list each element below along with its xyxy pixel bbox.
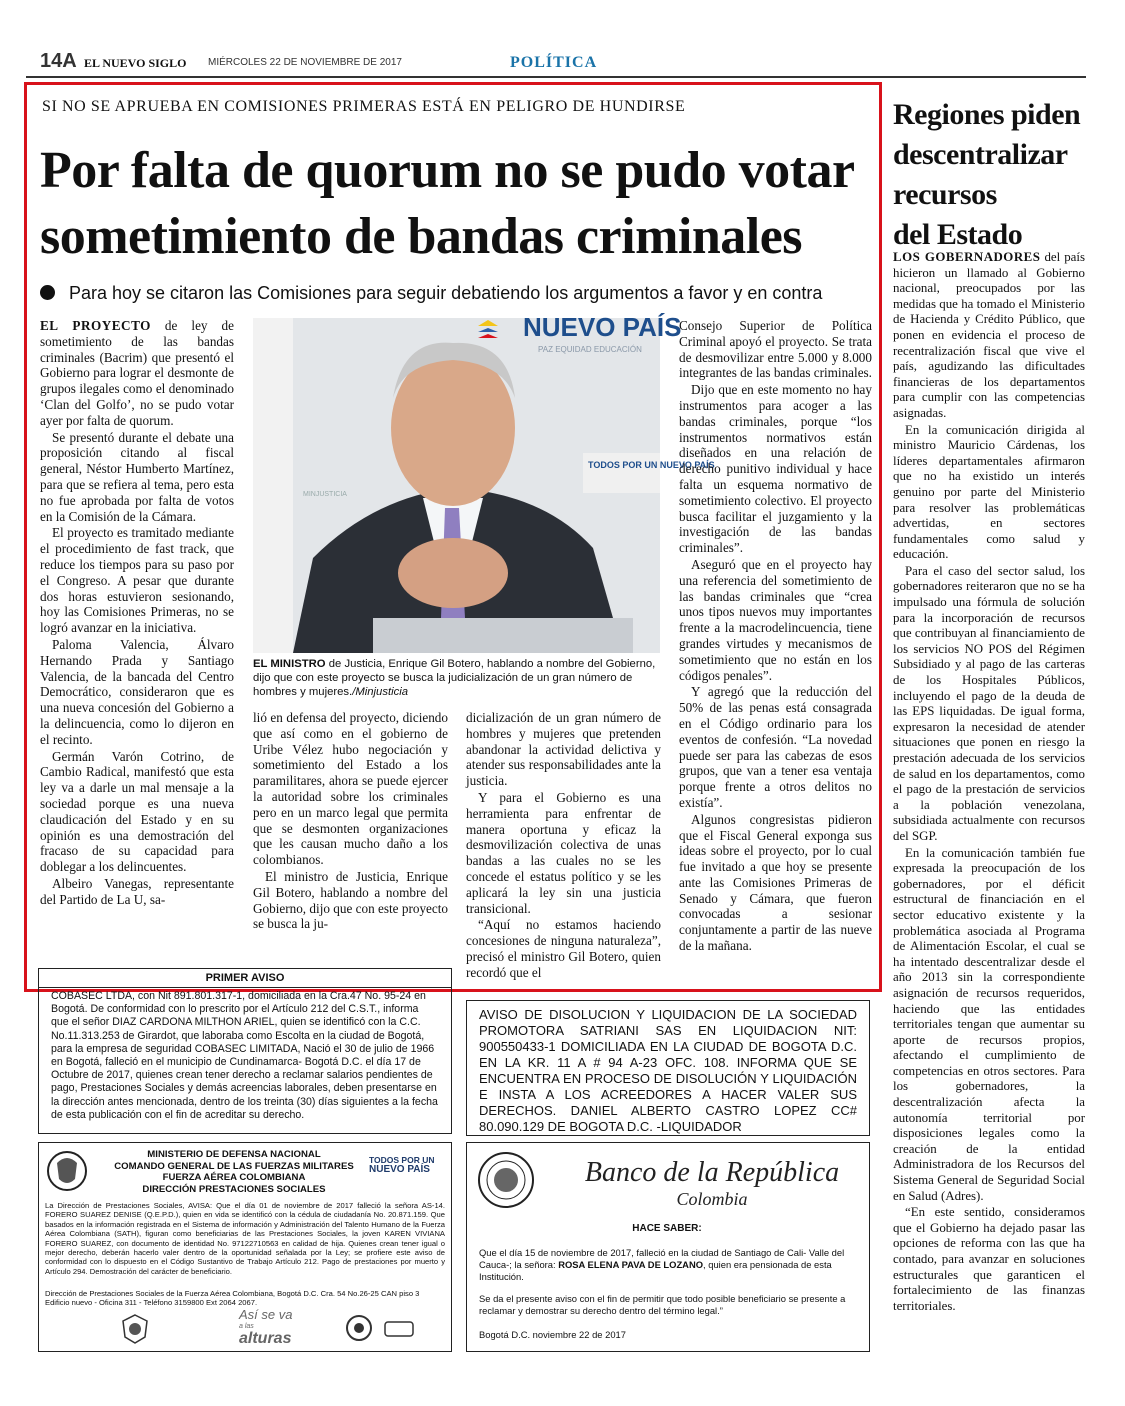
issue-date: MIÉRCOLES 22 DE NOVIEMBRE DE 2017 <box>208 57 402 68</box>
emblem-icon <box>121 1313 149 1345</box>
paragraph: EL PROYECTO de ley de sometimiento de las bandas criminales (Bacrim) que presentó el Gobierno para lograr el desmonte de grupos ilegales como el denominado ‘Clan del Golfo’, no se pudo votar ayer por falta de quorum. <box>40 318 234 428</box>
article-subhead <box>40 283 870 304</box>
paragraph: “En este sentido, consideramos que el Gobierno ha dejado pasar las opciones de reforma con las que ha contado, para avanzar en soluciones estructurales que garanticen el fortalecimiento de las finanzas territoriales. <box>893 1205 1085 1313</box>
side-article-body <box>893 250 1085 1315</box>
article-column-4 <box>679 318 872 955</box>
paragraph: Algunos congresistas pidieron que el Fiscal General exponga sus ideas sobre el proyecto, por lo cual fue invitado a que hoy se presente ante las Comisiones Primeras de Senado y Cámara, que fueron convocadas a sesionar conjuntamente a partir de las nueve de la mañana. <box>679 811 872 954</box>
coat-of-arms-icon <box>45 1149 89 1193</box>
paragraph: Y para el Gobierno es una herramienta para enfrentar de manera oportuna y eficaz la desmovilización colectiva de unas bandas a las cuales no se les concede el estatus político y se les aplicará la ley sin una justicia transicional. <box>466 789 661 916</box>
photo-credit: /Minjusticia <box>352 686 409 698</box>
bullet-icon <box>40 285 55 300</box>
paragraph: Y agregó que la reducción del 50% de las penas está consagrada en el Código ordinario para los eventos de confesión. “La novedad puede ser para las cabezas de esos grupos, que van a tener esa ventaja porque frente a otros delitos no existía”. <box>679 684 872 810</box>
ad-header: MINISTERIO DE DEFENSA NACIONAL COMANDO GENERAL DE LAS FUERZAS MILITARES FUERZA AÉREA COLOMBIANA DIRECCIÓN PRESTACIONES SOCIALES <box>114 1149 354 1195</box>
header-rule <box>26 76 1086 78</box>
headline-line-1: Por falta de quorum no se pudo votar <box>40 142 855 199</box>
paragraph: LOS GOBERNADORES del país hicieron un llamado al Gobierno nacional, preocupados por las medidas que ha tomado el Ministerio de Hacienda y Crédito Público, que ponen en evidencia el proceso de recentralización fiscal que vive el país, agudizando las dificultades financieras de los departamentos para cumplir con las competencias asignadas. <box>893 250 1085 420</box>
paragraph: “Aquí no estamos haciendo concesiones de ninguna naturaleza”, precisó el ministro Gil Botero, quien recordó que el <box>466 917 661 980</box>
article-column-1 <box>40 318 234 908</box>
lead-in: EL PROYECTO <box>40 318 151 333</box>
paragraph: El proyecto es tramitado mediante el procedimiento de fast track, que reduce los tiempos para su paso por el Congreso. A pesar que durante dos horas estuvieron sesionando, hoy las Comisiones Primeras, no se logró avanzar en la iniciativa. <box>40 525 234 636</box>
paragraph: Germán Varón Cotrino, de Cambio Radical, manifestó que esta ley va a darle un mal mensaje a la sociedad porque es una nueva claudicación del Estado y en su opinión es una demostración del fracaso de su capacidad para doblegar a los delincuentes. <box>40 748 234 875</box>
nuevo-pais-logo: TODOS POR UN NUEVO PAÍS <box>369 1155 435 1175</box>
ad-address: Dirección de Prestaciones Sociales de la Fuerza Aérea Colombiana, Bogotá D.C. Cra. 54 No.26-25 CAN piso 3 Edificio nuevo - Oficina 311 - Teléfono 3159800 Ext 2064 2067. <box>45 1289 420 1308</box>
paragraph: Se presentó durante el debate una proposición citando al fiscal general, Néstor Humberto Martínez, para que se refiera al tema, pero esta no fue aprobada por falta de votos en la Comisión de la Cámara. <box>40 429 234 524</box>
article-kicker: SI NO SE APRUEBA EN COMISIONES PRIMERAS ESTÁ EN PELIGRO DE HUNDIRSE <box>42 98 686 115</box>
page-number: 14A <box>40 50 77 72</box>
article-headline <box>40 138 870 270</box>
backdrop-brand: NUEVO PAÍS <box>523 312 682 342</box>
backdrop-small-logo: TODOS POR UN NUEVO PAÍS <box>588 460 715 470</box>
ad-disolucion <box>466 1000 870 1136</box>
ad-banco-republica <box>466 1142 870 1352</box>
ad-body: COBASEC LTDA, con Nit 891.801.317-1, domiciliada en la Cra.47 No. 95-24 en Bogotá. De conformidad con lo prescrito por el Artículo 212 del C.S.T., informa que el señor DIAZ CARDONA MILTHON ARIEL, quien se identificó con la C.C. No.11.313.253 de Girardot, que laboraba como Escolta en la ciudad de Bogotá, para la empresa de seguridad COBASEC LIMITADA, Nació el 30 de julio de 1966 en Bogotá, falleció en el municipio de Cundinamarca- Bogotá D.C. el día 17 de Octubre de 2017, quienes crean tener derecho a reclamar salarios pendientes de pago, Prestaciones Sociales y demás acreencias laborales, deben presentarse en la dirección antes mencionada, dentro de los treinta (30) días siguientes a la fecha de esta publicación con el fin de acreditar su derecho. <box>51 990 438 1121</box>
ad-title: PRIMER AVISO <box>39 969 451 988</box>
ad-primer-aviso <box>38 968 452 1134</box>
backdrop-ministry: MINJUSTICIA <box>303 491 347 498</box>
subhead-text: Para hoy se citaron las Comisiones para seguir debatiendo los argumentos a favor y en contra <box>69 283 823 303</box>
paragraph: Albeiro Vanegas, representante del Partido de La U, sa- <box>40 875 234 907</box>
paragraph: Dijo que en este momento no hay instrumentos para acoger a las bandas criminales, porque “los instrumentos normativos están diseñados en una relación de derecho punitivo individual y hace falta un esquema normativo de sometimiento colectivo. El proyecto busca facilitar el juzgamiento y la investigación de las bandas criminales”. <box>679 382 872 556</box>
paragraph: Aseguró que en el proyecto hay una referencia del sometimiento de las bandas criminales que “crea unos tipos nuevos muy importantes frente a la macrodelincuencia, tiene grandes virtudes y mecanismos de sometimiento que no están en los códigos penales”. <box>679 556 872 683</box>
paragraph: dicialización de un gran número de hombres y mujeres que pretenden abandonar la actividad delictiva y atender sus responsabilidades ante la justicia. <box>466 710 661 789</box>
certification-icon <box>344 1313 374 1343</box>
newspaper-name: EL NUEVO SIGLO <box>84 56 187 70</box>
ad-paragraph-1: Que el día 15 de noviembre de 2017, falleció en la ciudad de Santiago de Cali- Valle del Cauca-; la señora: ROSA ELENA PAVA DE LOZANO, quien era pensionada de esta Institución. <box>479 1247 845 1282</box>
backdrop-tagline: PAZ EQUIDAD EDUCACIÓN <box>538 345 642 354</box>
ad-body: AVISO DE DISOLUCION Y LIQUIDACION DE LA SOCIEDAD PROMOTORA SATRIANI SAS EN LIQUIDACION NIT: 900550433-1 DOMICILIADA EN LA CIUDAD DE BOGOTA D.C. EN LA KR. 11 A # 94 A-23 OFC. 108. INFORMA QUE SE ENCUENTRA EN PROCESO DE DISOLUCIÓN Y LIQUIDACIÓN E INSTA A LOS ACREEDORES A HACER VALER SUS DERECHOS. DANIEL ALBERTO CASTRO LOPEZ CC# 80.090.129 DE BOGOTA D.C. -LIQUIDADOR <box>479 1007 857 1134</box>
ad-paragraph-2: Se da el presente aviso con el fin de permitir que todo posible beneficiario se presente a reclamar y demostrar su derecho dentro del término legal.” <box>479 1293 846 1316</box>
ad-date: Bogotá D.C. noviembre 22 de 2017 <box>479 1329 626 1340</box>
paragraph: Paloma Valencia, Álvaro Hernando Prada y Santiago Valencia, de la bancada del Centro Democrático, consideraron que es una nueva concesión del Gobierno a la delincuencia, como lo dijeron en el recinto. <box>40 636 234 747</box>
hace-saber: HACE SABER: <box>632 1223 702 1234</box>
paragraph: Para el caso del sector salud, los gobernadores reiteraron que no se ha impulsado una fórmula de solución para la incorporación de recursos que contribuyan al financiamiento de los servicios NO POS del Régimen Subsidiado y al pago de las carteras de los Hospitales Públicos, incluyendo el pago de la deuda de las EPS liquidadas. De igual forma, expresaron la necesidad de atender situaciones que ponen en riesgo la prestación adecuada de los servicios de salud en los departamentos, como el pago de la prestación de servicios a la población venezolana, subsidiada actualmente con recursos del SGP. <box>893 563 1085 843</box>
section-name: POLÍTICA <box>510 54 598 71</box>
article-column-3 <box>466 710 661 982</box>
paragraph: lió en defensa del proyecto, diciendo que así como en el gobierno de Uribe Vélez hubo negociación y sometimiento del Estado a los paramilitares, ahora se puede ejercer la autoridad sobre los criminales pero en un marco legal que permita que se desmonten organizaciones que les causan mucho daño a los colombianos. <box>253 710 448 868</box>
page-header <box>40 50 1090 74</box>
ad-body: La Dirección de Prestaciones Sociales, AVISA: Que el día 01 de noviembre de 2017 falleció la señora AS-14. FORERO SUAREZ DENISE (Q.E.P.D.), quien en vida se identificó con la cédula de ciudadanía No. 20.871.159. Que basados en la información registrada en el Sistema de información y Administración del Talento Humano de la Fuerza Aérea Colombiana (SATH), figuran como beneficiarias de las Prestaciones Sociales, la joven KAREN VIVIANA FORERO SUAREZ, con documento de identidad No. 97122710563 en calidad de hija. Quienes crean tener igual o mejor derecho, deberán hacerlo valer dentro de la oportunidad señalada por la Ley; se profiere este aviso de conformidad con lo dispuesto en el Código Sustantivo de Trabajo Artículo 212. Pago de prestaciones por muerto y Artículo 294. Demostración del carácter de beneficiario. <box>45 1201 445 1276</box>
bank-seal-icon <box>477 1151 535 1209</box>
article-photo <box>253 312 715 653</box>
caption-lead: EL MINISTRO <box>253 658 326 670</box>
minister-photo-illustration <box>253 312 715 653</box>
bank-country: Colombia <box>676 1189 748 1209</box>
pensioner-name: ROSA ELENA PAVA DE LOZANO <box>558 1259 704 1270</box>
paragraph: El ministro de Justicia, Enrique Gil Botero, hablando a nombre del Gobierno, dijo que con este proyecto se busca la ju- <box>253 868 448 932</box>
headline-line-2: sometimiento de bandas criminales <box>40 208 803 265</box>
bank-name: Banco de la República <box>584 1157 840 1188</box>
lead-in: LOS GOBERNADORES <box>893 250 1041 264</box>
iso-badge-icon <box>384 1321 414 1337</box>
paragraph: En la comunicación dirigida al ministro Mauricio Cárdenas, los líderes departamentales afirmaron que no ha existido un interés genuino por parte del Ministerio para resolver las problemáticas advertidas, en sectores fundamentales como salud y educación. <box>893 422 1085 562</box>
article-column-2 <box>253 710 448 933</box>
paragraph: En la comunicación también fue expresada la preocupación de los gobernadores, por el déficit estructural de financiación en el sector educativo existente y la problemática asociada al Programa de Alimentación Escolar, el cual se ha intentado descentralizar desde el año 2013 sin la correspondiente asignación de recursos requeridos, haciendo que las entidades territoriales tengan que aumentar su aporte de recursos propios, afectando el cumplimiento de competencias en otros sectores. Para los gobernadores, la descentralización afecta la autonomía territorial por disposiciones legales como la creación de la entidad Administradora de los Recursos del Sistema General de Seguridad Social en Salud (Adres). <box>893 845 1085 1203</box>
paragraph: Consejo Superior de Política Criminal apoyó el proyecto. Se trata de desmovilizar entre 5.000 y 8.000 integrantes de las bandas criminales. <box>679 318 872 381</box>
side-headline: Regiones piden descentralizar recursos del Estado <box>893 98 1081 251</box>
ad-slogan: Así se va a las alturas <box>239 1307 293 1347</box>
ad-ministerio-defensa <box>38 1142 452 1352</box>
photo-caption: EL MINISTRO de Justicia, Enrique Gil Botero, hablando a nombre del Gobierno, dijo que con este proyecto se busca la judicialización de un gran número de hombres y mujeres./Minjusticia <box>253 658 656 698</box>
